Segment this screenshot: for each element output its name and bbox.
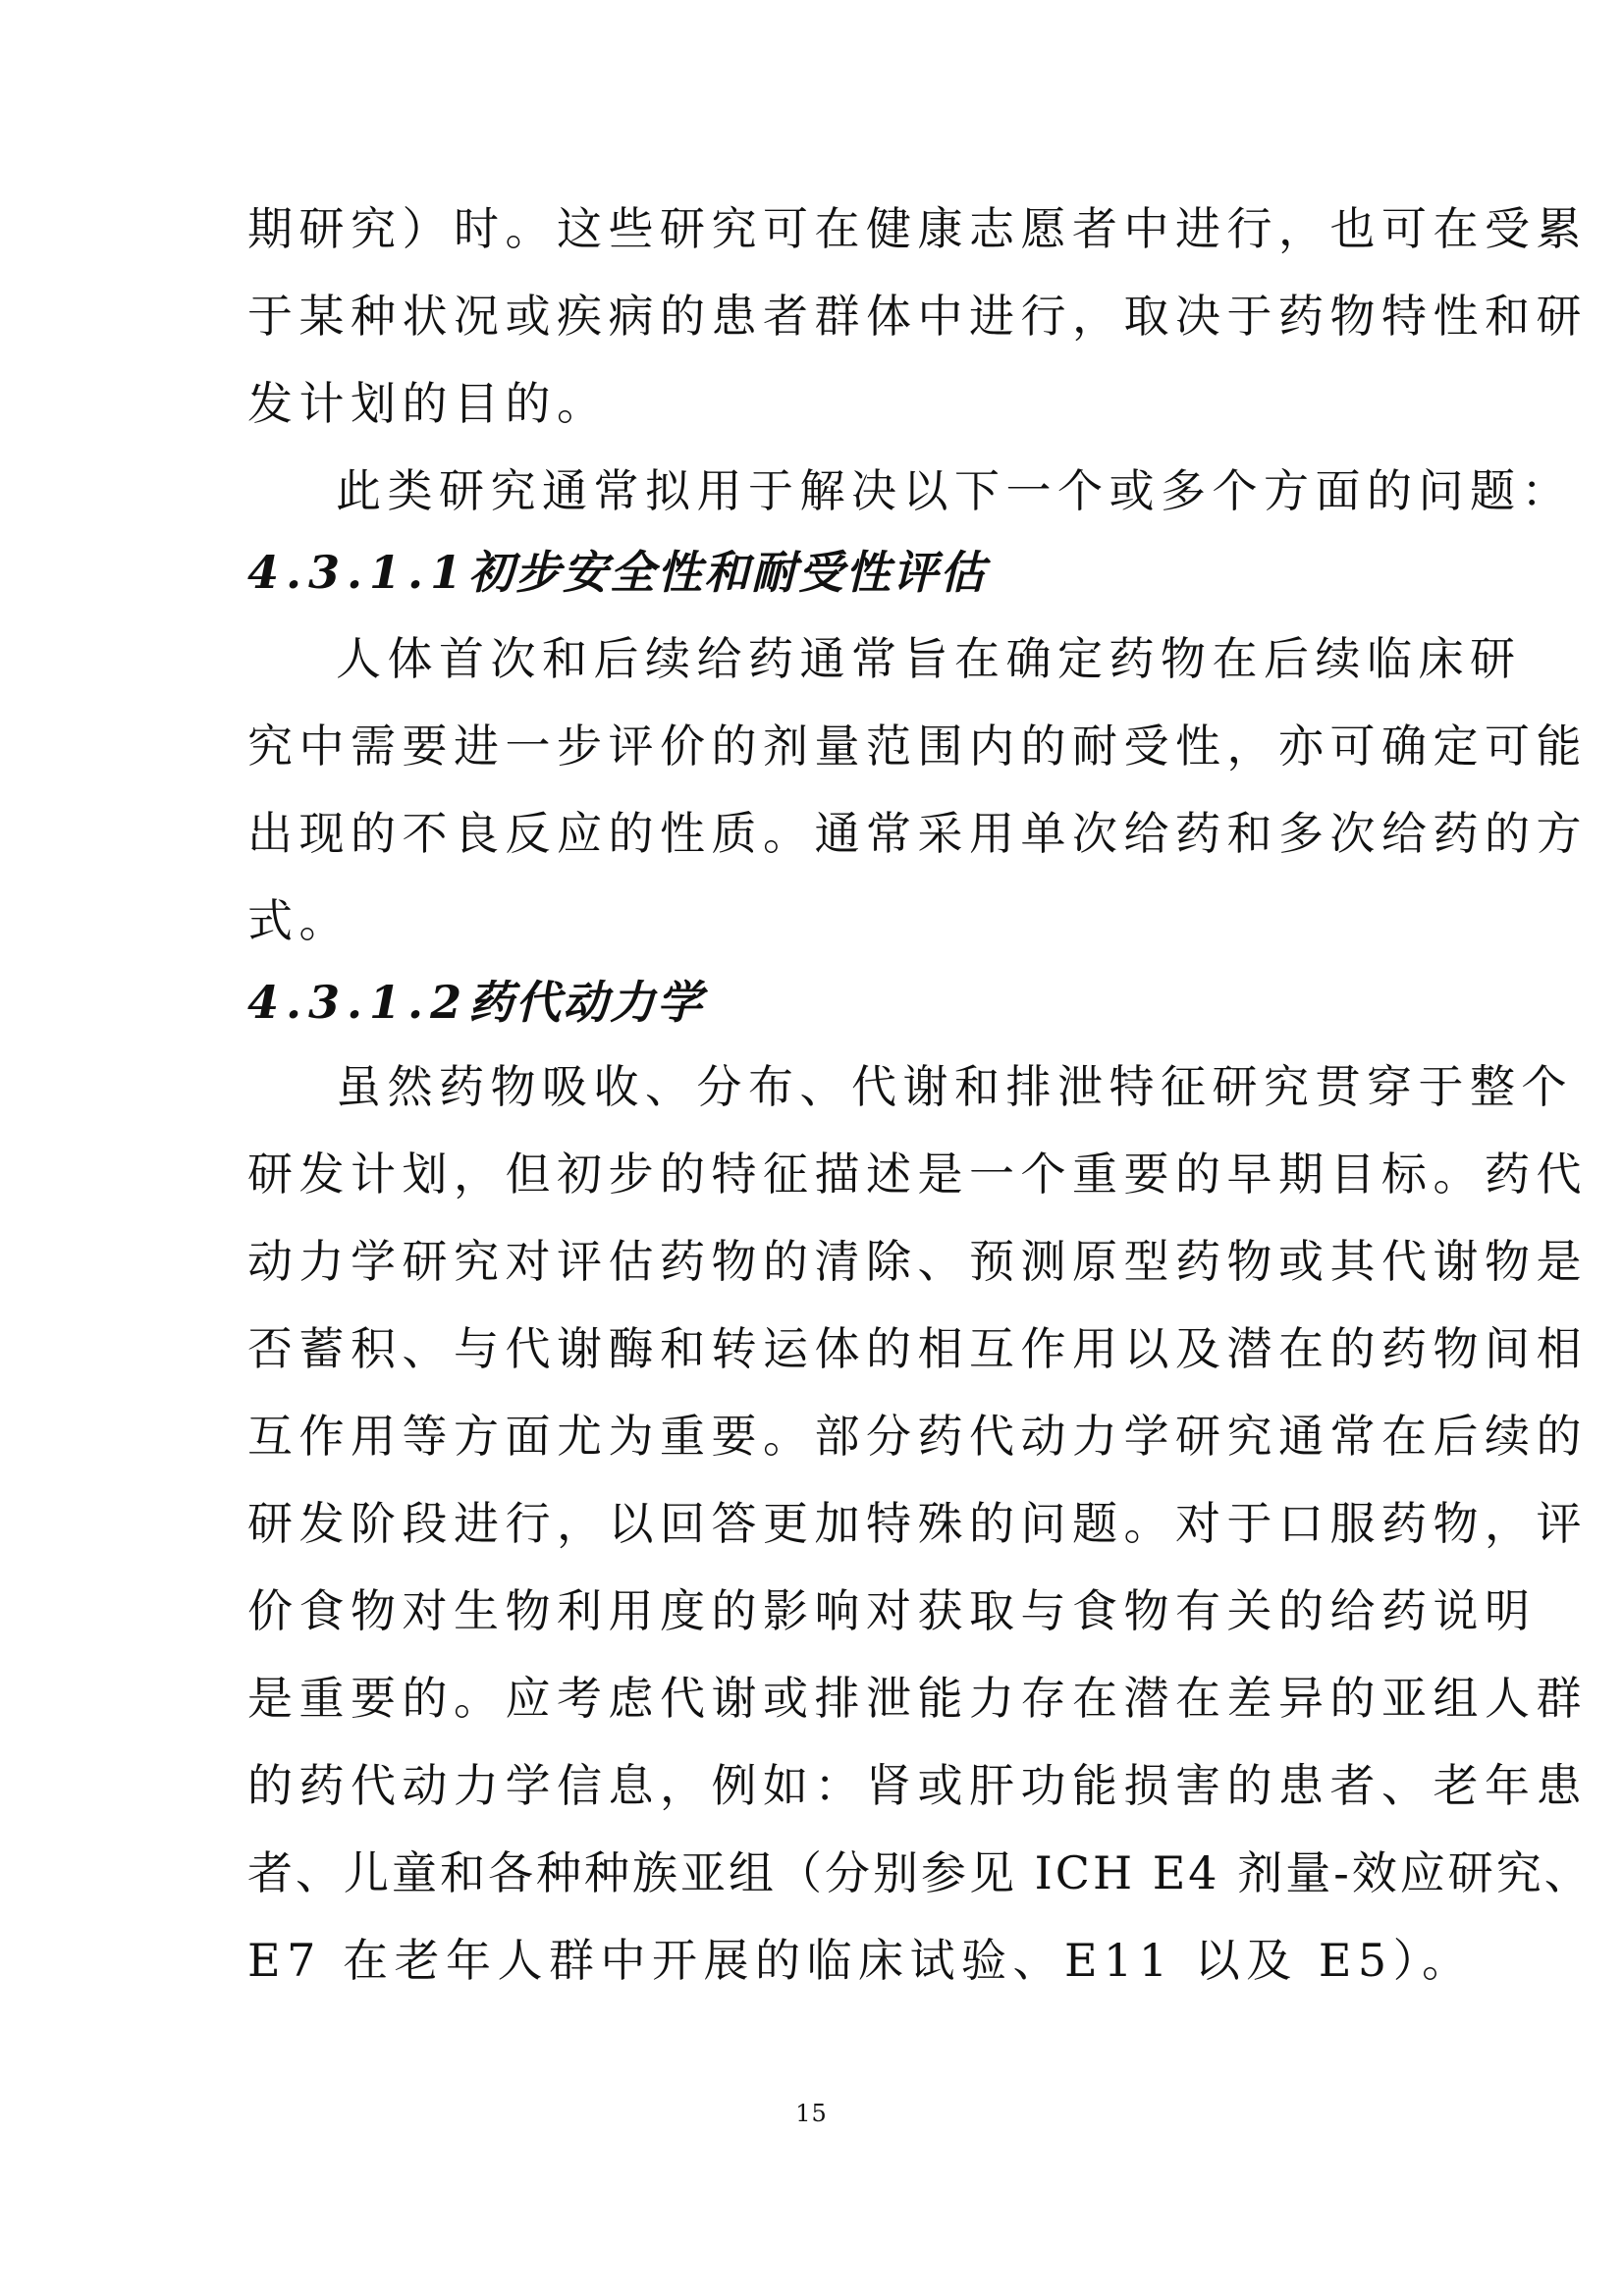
paragraph-line: 出现的不良反应的性质。通常采用单次给药和多次给药的方: [247, 807, 1588, 860]
section-number: 4.3.1.1: [247, 546, 469, 599]
paragraph-line: 研发计划，但初步的特征描述是一个重要的早期目标。药代: [247, 1148, 1588, 1201]
section-heading: [247, 973, 704, 1032]
paragraph-line: 此类研究通常拟用于解决以下一个或多个方面的问题：: [336, 464, 1573, 517]
paragraph-line: E7 在老年人群中开展的临床试验、E11 以及 E5）。: [247, 1934, 1474, 1987]
paragraph-line: 否蓄积、与代谢酶和转运体的相互作用以及潜在的药物间相: [247, 1322, 1588, 1375]
paragraph-line: 期研究）时。这些研究可在健康志愿者中进行，也可在受累: [247, 202, 1588, 255]
paragraph-line: 式。: [247, 894, 351, 947]
paragraph-line: 人体首次和后续给药通常旨在确定药物在后续临床研: [336, 632, 1522, 685]
paragraph-line: 者、儿童和各种种族亚组（分别参见 ICH E4 剂量-效应研究、: [247, 1846, 1593, 1899]
paragraph-line: 价食物对生物利用度的影响对获取与食物有关的给药说明: [247, 1584, 1537, 1637]
section-title: 药代动力学: [468, 976, 704, 1029]
page-number: 15: [795, 2100, 828, 2127]
paragraph-line: 互作用等方面尤为重要。部分药代动力学研究通常在后续的: [247, 1410, 1588, 1463]
section-heading: [247, 543, 987, 602]
paragraph-line: 虽然药物吸收、分布、代谢和排泄特征研究贯穿于整个: [336, 1060, 1573, 1113]
paragraph-line: 的药代动力学信息，例如：肾或肝功能损害的患者、老年患: [247, 1759, 1588, 1812]
paragraph-line: 发计划的目的。: [247, 377, 609, 430]
paragraph-line: 究中需要进一步评价的剂量范围内的耐受性，亦可确定可能: [247, 720, 1588, 773]
section-number: 4.3.1.2: [247, 976, 469, 1029]
paragraph-line: 研发阶段进行，以回答更加特殊的问题。对于口服药物，评: [247, 1497, 1588, 1550]
paragraph-line: 是重要的。应考虑代谢或排泄能力存在潜在差异的亚组人群: [247, 1672, 1588, 1725]
paragraph-line: 于某种状况或疾病的患者群体中进行，取决于药物特性和研: [247, 290, 1588, 343]
paragraph-line: 动力学研究对评估药物的清除、预测原型药物或其代谢物是: [247, 1235, 1588, 1288]
section-title: 初步安全性和耐受性评估: [468, 546, 987, 599]
